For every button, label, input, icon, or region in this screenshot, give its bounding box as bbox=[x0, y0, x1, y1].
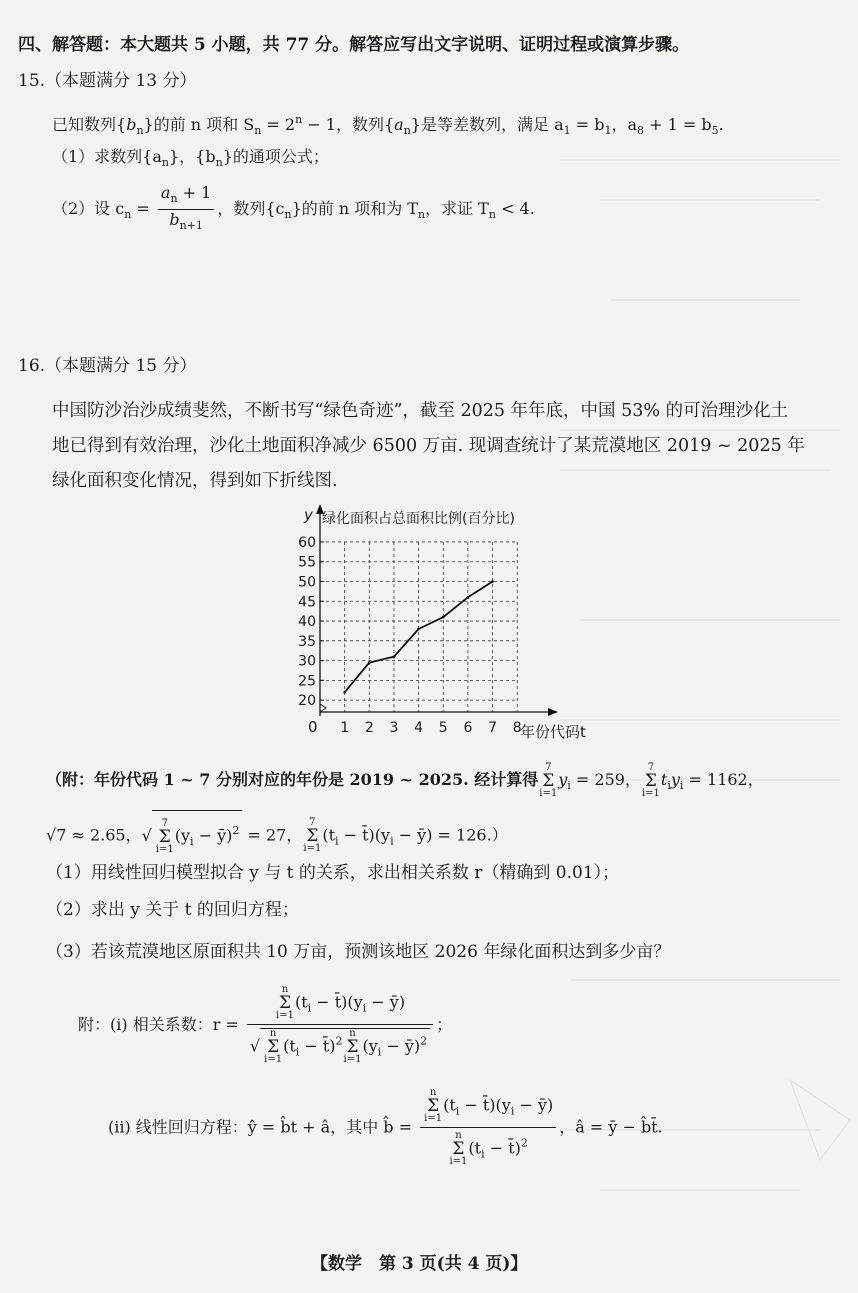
sigma-upper: n bbox=[455, 1130, 462, 1141]
y-tick-label: 60 bbox=[298, 534, 316, 551]
x-tick-label: 3 bbox=[389, 720, 399, 736]
subscript: i bbox=[390, 834, 394, 848]
chart-ticks bbox=[298, 535, 521, 736]
subscript: 5 bbox=[711, 124, 719, 137]
appendix-text: (ii) 线性回归方程：ŷ = b̂t + â，其中 b̂ = bbox=[108, 1117, 418, 1137]
subscript: i bbox=[307, 1001, 312, 1015]
subscript: n+1 bbox=[179, 219, 203, 232]
x-tick-label: 2 bbox=[364, 720, 374, 736]
sigma-upper: 7 bbox=[545, 761, 552, 773]
q16-subquestion-3: （3）若该荒漠地区原面积共 10 万亩，预测该地区 2026 年绿化面积达到多少亩？ bbox=[46, 942, 671, 962]
sigma-symbol: Σ bbox=[278, 993, 291, 1013]
q16-paragraph-line-3: 绿化面积变化情况，得到如下折线图. bbox=[52, 471, 338, 491]
subscript: n bbox=[161, 156, 169, 169]
term: − ȳ) bbox=[381, 1036, 421, 1056]
variable: y bbox=[670, 770, 680, 789]
term: − t̄) bbox=[299, 1036, 336, 1056]
y-tick-label: 50 bbox=[298, 574, 316, 591]
sigma-operator bbox=[449, 1131, 467, 1167]
data-point bbox=[393, 655, 396, 658]
sigma-operator bbox=[642, 763, 660, 799]
square-root: √n Σ $i=1(t_i$ − t̄)$^2$n Σ $i=1(y_i$ − ȳ)$^2$ bbox=[250, 1028, 430, 1065]
term: (y bbox=[374, 825, 391, 845]
appendix-text: ，â = ȳ − b̂t̄. bbox=[559, 1117, 663, 1137]
q15-stem-text: 已知数列{ bbox=[52, 115, 127, 134]
q15-part1 bbox=[52, 146, 329, 174]
term: (y bbox=[347, 992, 363, 1012]
q15-heading bbox=[18, 70, 197, 92]
data-point bbox=[368, 661, 371, 664]
sigma-operator bbox=[424, 1088, 442, 1124]
subscript: i bbox=[295, 1045, 300, 1059]
sigma-symbol: Σ bbox=[427, 1096, 440, 1116]
q15-part2-text: = bbox=[131, 199, 155, 218]
y-tick-label: 30 bbox=[298, 653, 316, 670]
sigma-upper: 7 bbox=[161, 817, 168, 829]
semicolon: ； bbox=[436, 1015, 453, 1034]
numerator-tail: + 1 bbox=[177, 183, 212, 202]
denominator: b bbox=[169, 210, 180, 229]
subscript: n bbox=[170, 192, 178, 205]
subscript: n bbox=[215, 156, 223, 169]
y-tick-label: 40 bbox=[298, 614, 316, 631]
q16-subquestion-2: （2）求出 y 关于 t 的回归方程； bbox=[46, 900, 299, 920]
sigma-lower: i=1 bbox=[264, 1054, 283, 1065]
data-point bbox=[343, 691, 346, 694]
sigma-operator bbox=[303, 818, 321, 854]
subscript: 1 bbox=[604, 124, 612, 137]
subscript: i bbox=[335, 834, 339, 848]
x-tick-label: 6 bbox=[463, 720, 473, 736]
sigma-symbol: Σ bbox=[158, 826, 171, 847]
subscript: n bbox=[403, 124, 411, 137]
sigma-upper: 7 bbox=[309, 817, 316, 828]
correlation-formula bbox=[78, 985, 452, 1065]
subscript: i bbox=[362, 1001, 367, 1015]
subscript: i bbox=[667, 779, 671, 792]
data-point bbox=[442, 616, 445, 619]
sigma-symbol: Σ bbox=[346, 1037, 359, 1057]
q15-part1-text: }的通项公式； bbox=[222, 147, 329, 166]
q16-note-line-2 bbox=[46, 810, 508, 862]
q16-note-text: （附：年份代码 1 ~ 7 分别对应的年份是 2019 ~ 2025. 经计算得 bbox=[46, 770, 539, 789]
fraction-r bbox=[247, 985, 433, 1065]
sigma-upper: n bbox=[269, 1028, 277, 1039]
superscript: n bbox=[295, 113, 303, 126]
term: (y bbox=[174, 826, 191, 845]
section-header: 四、解答题：本大题共 5 小题，共 77 分。解答应写出文字说明、证明过程或演算步骤。 bbox=[18, 35, 690, 55]
subscript: 8 bbox=[636, 124, 644, 137]
sigma-lower: i=1 bbox=[641, 787, 660, 799]
q15-points: （本题满分 13 分） bbox=[45, 71, 197, 91]
line-chart bbox=[292, 500, 612, 750]
sigma-lower: i=1 bbox=[449, 1156, 468, 1167]
term: − t̄) bbox=[484, 1138, 521, 1158]
square-root: √7 Σ $i=1(y_i$ − ȳ)$^2$ bbox=[142, 810, 243, 862]
q16-note-text: = 1162， bbox=[683, 770, 764, 789]
superscript: 2 bbox=[520, 1136, 528, 1150]
sigma-operator bbox=[264, 1029, 282, 1065]
chart-title: 绿化面积占总面积比例(百分比) bbox=[322, 511, 515, 527]
term: (t bbox=[322, 825, 335, 845]
origin-label: 0 bbox=[308, 718, 318, 736]
term: − t̄) bbox=[311, 992, 348, 1012]
y-tick-label: 35 bbox=[298, 633, 316, 650]
superscript: 2 bbox=[232, 824, 240, 837]
q15-part2-text: }的前 n 项和为 T bbox=[291, 199, 418, 218]
q15-stem: 已知数列$\{b_n\}$的前 n 项和 $S_n = 2^n - 1$，数列$\{a_n\}$是等差数列，满足 $a_1 = b_1$，$a_8 + 1 = b_5$. bbox=[52, 113, 724, 137]
q15-part1-text: }，{b bbox=[169, 147, 216, 166]
term: − ȳ) bbox=[366, 992, 406, 1012]
data-point bbox=[417, 628, 420, 631]
sigma-symbol: Σ bbox=[267, 1037, 280, 1057]
sigma-lower: i=1 bbox=[343, 1054, 362, 1065]
sigma-operator bbox=[156, 819, 174, 855]
subscript: i bbox=[190, 835, 194, 848]
subscript: i bbox=[567, 779, 571, 792]
sigma-symbol: Σ bbox=[644, 770, 657, 791]
x-tick-label: 4 bbox=[414, 720, 424, 736]
y-tick-label: 20 bbox=[298, 693, 316, 710]
subscript: i bbox=[679, 779, 684, 792]
subscript: n bbox=[417, 208, 426, 221]
subscript: 1 bbox=[563, 124, 571, 137]
term: − ȳ) bbox=[393, 825, 433, 845]
sigma-operator bbox=[539, 763, 557, 799]
q15-stem-text: − 1，数列{ bbox=[302, 115, 395, 134]
x-tick-label: 5 bbox=[438, 720, 448, 736]
superscript: 2 bbox=[335, 1034, 343, 1048]
q16-subquestion-1: （1）用线性回归模型拟合 y 与 t 的关系，求出相关系数 r（精确到 0.01）； bbox=[46, 863, 620, 883]
sigma-operator bbox=[344, 1029, 362, 1065]
q15-part2-text: ，求证 T bbox=[425, 199, 489, 218]
x-axis-arrow bbox=[548, 708, 558, 716]
x-axis-label: 年份代码t bbox=[520, 723, 586, 741]
q15-part1-text: （1）求数列{a bbox=[52, 147, 162, 166]
sigma-lower: i=1 bbox=[424, 1113, 443, 1124]
subscript: n bbox=[254, 124, 262, 137]
y-axis-symbol: y bbox=[304, 506, 313, 524]
q15-part2-text: < 4. bbox=[495, 199, 535, 218]
subscript: n bbox=[136, 124, 144, 137]
term: (t bbox=[468, 1138, 482, 1158]
q15-stem-text: + 1 = b bbox=[643, 115, 712, 134]
sigma-upper: n bbox=[281, 984, 289, 995]
data-point bbox=[491, 580, 494, 583]
subscript: n bbox=[488, 208, 496, 221]
q16-paragraph-line-1: 中国防沙治沙成绩斐然，不断书写“绿色奇迹”，截至 2025 年年底，中国 53% 的可治理沙化土 bbox=[52, 401, 789, 421]
q16-note-text: = 126.） bbox=[432, 825, 508, 845]
sigma-operator bbox=[276, 985, 294, 1021]
sigma-upper: 7 bbox=[647, 761, 655, 773]
term: (y bbox=[362, 1036, 378, 1056]
subscript: n bbox=[124, 208, 132, 221]
sigma-symbol: Σ bbox=[452, 1139, 465, 1159]
q15-stem-text: ，a bbox=[611, 115, 637, 134]
q16-note-text: = 27， bbox=[242, 825, 303, 845]
q16-note-text: √7 ≈ 2.65， bbox=[46, 825, 142, 845]
q15-stem-text: . bbox=[718, 115, 724, 134]
x-tick-label: 7 bbox=[488, 720, 498, 736]
sigma-symbol: Σ bbox=[306, 826, 319, 846]
x-tick-label: 8 bbox=[512, 720, 522, 736]
sigma-upper: n bbox=[349, 1028, 356, 1039]
term: (y bbox=[495, 1095, 511, 1115]
sigma-upper: n bbox=[429, 1087, 437, 1098]
subscript: i bbox=[481, 1147, 485, 1161]
q16-note-text: = 259， bbox=[570, 770, 641, 789]
q15-number: 15. bbox=[18, 71, 46, 91]
sigma-lower: i=1 bbox=[155, 843, 174, 855]
y-tick-label: 45 bbox=[298, 594, 316, 611]
sigma-lower: i=1 bbox=[539, 787, 558, 799]
q15-stem-text: = b bbox=[570, 115, 605, 134]
variable: y bbox=[558, 770, 568, 789]
variable: t bbox=[660, 770, 668, 789]
q15-part2 bbox=[52, 183, 535, 237]
term: − t̄) bbox=[459, 1095, 496, 1115]
term: (t bbox=[283, 1036, 296, 1056]
q15-part2-text: ，数列{c bbox=[217, 199, 285, 218]
superscript: 2 bbox=[420, 1034, 428, 1048]
q15-stem-text: = 2 bbox=[261, 115, 296, 134]
q16-heading bbox=[18, 355, 197, 377]
fraction-b bbox=[420, 1088, 556, 1167]
q16-paragraph-line-2: 地已得到有效治理，沙化土地面积净减少 6500 万亩. 现调查统计了某荒漠地区 2019 ~ 2025 年 bbox=[52, 436, 805, 456]
q15-stem-text: }是等差数列，满足 a bbox=[410, 115, 564, 134]
term: (t bbox=[443, 1095, 456, 1115]
q15-stem-text: }的前 n 项和 S bbox=[143, 115, 255, 134]
q16-note-line-1 bbox=[46, 760, 764, 806]
term: (t bbox=[294, 992, 308, 1012]
y-tick-label: 55 bbox=[298, 554, 316, 571]
term: − ȳ) bbox=[514, 1095, 554, 1115]
appendix-text: 附：(i) 相关系数：r = bbox=[78, 1015, 244, 1034]
q16-number: 16. bbox=[18, 356, 46, 376]
term: − t̄) bbox=[338, 825, 375, 845]
q15-part2-text: （2）设 c bbox=[52, 199, 125, 218]
q16-points: （本题满分 15 分） bbox=[45, 356, 197, 376]
y-tick-label: 25 bbox=[298, 673, 316, 690]
sigma-lower: i=1 bbox=[276, 1010, 294, 1021]
term: − ȳ) bbox=[193, 826, 233, 845]
subscript: i bbox=[377, 1045, 382, 1059]
page-footer: 【数学 第 3 页(共 4 页)】 bbox=[311, 1254, 528, 1274]
fraction-cn bbox=[158, 183, 214, 236]
axis-break-mark bbox=[320, 704, 326, 712]
subscript: i bbox=[455, 1104, 460, 1118]
subscript: n bbox=[284, 208, 292, 221]
regression-formula bbox=[108, 1088, 663, 1167]
sigma-lower: i=1 bbox=[303, 843, 322, 854]
sigma-symbol: Σ bbox=[542, 770, 555, 791]
data-point bbox=[467, 596, 470, 599]
x-tick-label: 1 bbox=[340, 720, 350, 736]
numerator: a bbox=[160, 183, 171, 202]
subscript: i bbox=[510, 1104, 515, 1118]
